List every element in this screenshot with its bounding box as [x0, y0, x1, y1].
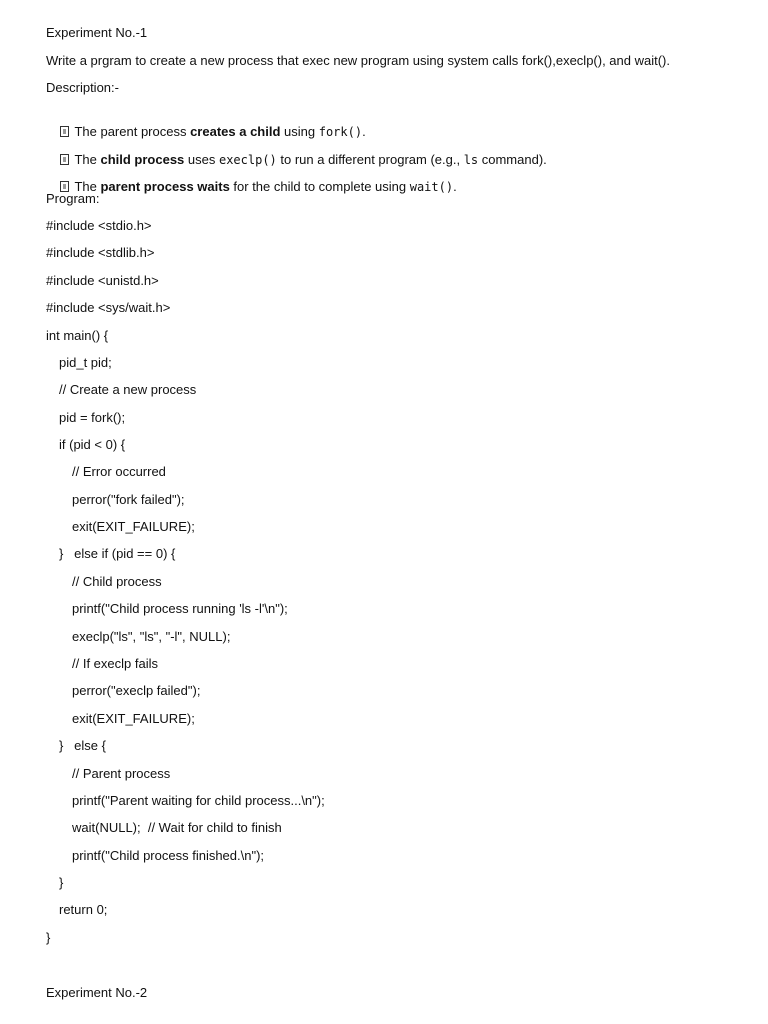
code-line: int main() { — [46, 328, 109, 343]
experiment-1-aim: Write a prgram to create a new process that exec new program using system calls fork(),execlp(), and wait(). — [46, 53, 670, 68]
code-line: #include <stdio.h> — [46, 218, 152, 233]
code-line: #include <unistd.h> — [46, 273, 159, 288]
code-line: exit(EXIT_FAILURE); — [72, 711, 195, 726]
bullet-item: The child process uses execlp() to run a different program (e.g., ls command). — [46, 136, 547, 152]
code-line: } — [59, 875, 64, 890]
code-line: pid_t pid; — [59, 355, 112, 370]
code-line: #include <stdlib.h> — [46, 245, 155, 260]
code-line: } else { — [59, 738, 106, 753]
code-line: exit(EXIT_FAILURE); — [72, 519, 195, 534]
code-line: pid = fork(); — [59, 410, 126, 425]
code-line: execlp("ls", "ls", "-l", NULL); — [72, 629, 231, 644]
code-line: printf("Parent waiting for child process...\n"); — [72, 793, 325, 808]
code-line: wait(NULL); // Wait for child to finish — [72, 820, 282, 835]
code-line: perror("execlp failed"); — [72, 683, 201, 698]
bullet-item: The parent process creates a child using fork(). — [46, 108, 366, 124]
experiment-2-title: Experiment No.-2 — [46, 985, 148, 1000]
code-line: // Parent process — [72, 766, 171, 781]
code-line: } — [46, 930, 51, 945]
code-line: printf("Child process running 'ls -l'\n"); — [72, 601, 288, 616]
program-label: Program: — [46, 191, 100, 206]
code-line: printf("Child process finished.\n"); — [72, 848, 265, 863]
code-line: // Create a new process — [59, 382, 197, 397]
code-line: #include <sys/wait.h> — [46, 300, 171, 315]
code-line: return 0; — [59, 902, 108, 917]
code-line: if (pid < 0) { — [59, 437, 126, 452]
code-line: } else if (pid == 0) { — [59, 546, 176, 561]
code-line: // If execlp fails — [72, 656, 158, 671]
bullet-item: The parent process waits for the child to complete using wait(). — [46, 163, 457, 179]
code-line: perror("fork failed"); — [72, 492, 185, 507]
code-line: // Child process — [72, 574, 162, 589]
description-label: Description:- — [46, 80, 119, 95]
experiment-1-title: Experiment No.-1 — [46, 25, 148, 40]
code-line: // Error occurred — [72, 464, 166, 479]
